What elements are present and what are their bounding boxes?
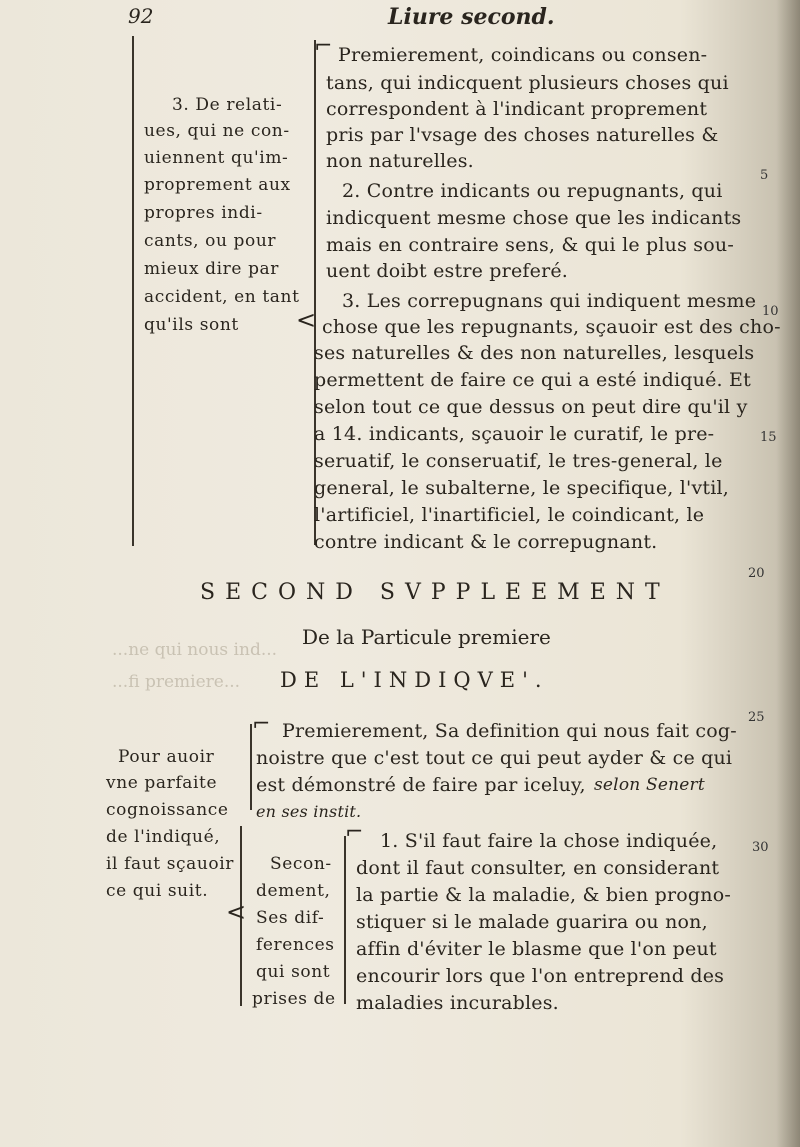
margin-line-number: 30 xyxy=(752,840,769,855)
left-vertical-rule xyxy=(132,36,134,546)
brace-point-icon: < xyxy=(226,898,247,926)
text-line: ues, qui ne con- xyxy=(144,121,290,141)
margin-line-number: 5 xyxy=(760,168,769,183)
text-line: propres indi- xyxy=(144,203,263,223)
margin-line-number: 20 xyxy=(748,566,765,581)
text-line: uiennent qu'im- xyxy=(144,148,289,168)
brace-top-icon: ⌐ xyxy=(345,820,364,845)
text-line: ferences xyxy=(256,935,335,955)
text-line: a 14. indicants, sçauoir le curatif, le pre- xyxy=(314,423,715,445)
running-title: Liure second. xyxy=(388,4,555,30)
margin-line-number: 15 xyxy=(760,430,777,445)
text-line: l'artificiel, l'inartificiel, le coindicant, le xyxy=(314,504,705,526)
text-line: uent doibt estre preferé. xyxy=(326,260,569,282)
text-line: Pour auoir xyxy=(118,747,215,767)
citation: selon Senert xyxy=(594,775,705,795)
brace-point-icon: < xyxy=(296,306,317,334)
text-line: selon tout ce que dessus on peut dire qu'il y xyxy=(314,396,748,418)
text-line: ses naturelles & des non naturelles, lesquels xyxy=(314,342,755,364)
text-line: pris par l'vsage des choses naturelles & xyxy=(326,124,719,146)
margin-line-number: 25 xyxy=(748,710,765,725)
text-line: vne parfaite xyxy=(106,773,218,793)
text-line: qu'ils sont xyxy=(144,315,239,335)
brace-rule xyxy=(344,836,346,1004)
section-subtitle: De la Particule premiere xyxy=(302,625,551,649)
text-line: est démonstré de faire par iceluy, xyxy=(256,774,586,796)
text-line: dont il faut consulter, en considerant xyxy=(356,857,720,879)
text-line: encourir lors que l'on entreprend des xyxy=(356,965,725,987)
text-line: noistre que c'est tout ce qui peut ayder & ce qui xyxy=(256,747,733,769)
text-line: seruatif, le conseruatif, le tres-general, le xyxy=(314,450,723,472)
text-line: qui sont xyxy=(256,962,331,982)
text-line: dement, xyxy=(256,881,331,901)
margin-line-number: 10 xyxy=(762,304,779,319)
section-subtitle-2: DE L'INDIQVE'. xyxy=(280,668,549,692)
text-line: accident, en tant xyxy=(144,287,300,307)
text-line: non naturelles. xyxy=(326,150,474,172)
text-line: Ses dif- xyxy=(256,908,325,928)
text-line: 1. S'il faut faire la chose indiquée, xyxy=(380,830,718,852)
text-line: cognoissance xyxy=(106,800,229,820)
text-line: general, le subalterne, le specifique, l'vtil, xyxy=(314,477,730,499)
text-line: chose que les repugnants, sçauoir est des cho- xyxy=(322,316,781,338)
text-line: proprement aux xyxy=(144,175,291,195)
text-line: il faut sçauoir xyxy=(106,854,235,874)
text-line: prises de xyxy=(252,989,336,1009)
section-title: SECOND SVPPLEEMENT xyxy=(200,580,670,605)
text-line: 3. Les correpugnans qui indiquent mesme xyxy=(342,290,757,312)
brace-top-icon: ⌐ xyxy=(252,712,271,737)
text-line: Secon- xyxy=(270,854,332,874)
text-line: cants, ou pour xyxy=(144,231,277,251)
text-line: affin d'éviter le blasme que l'on peut xyxy=(356,938,717,960)
text-line: indicquent mesme chose que les indicants xyxy=(326,207,742,229)
text-line: de l'indiqué, xyxy=(106,827,221,847)
text-line: Premierement, Sa definition qui nous fait cog- xyxy=(282,720,737,742)
citation: en ses instit. xyxy=(256,802,362,821)
text-line: permettent de faire ce qui a esté indiqué. Et xyxy=(314,369,751,391)
text-line: 3. De relati- xyxy=(172,95,283,115)
page-folio: 92 xyxy=(128,4,154,28)
text-line: ce qui suit. xyxy=(106,881,209,901)
show-through-text: ...fi premiere... xyxy=(112,672,241,692)
text-line: mieux dire par xyxy=(144,259,280,279)
text-line: correspondent à l'indicant proprement xyxy=(326,98,708,120)
brace-top-icon: ⌐ xyxy=(314,34,333,59)
text-line: tans, qui indicquent plusieurs choses qui xyxy=(326,72,729,94)
text-line: stiquer si le malade guarira ou non, xyxy=(356,911,708,933)
text-line: maladies incurables. xyxy=(356,992,559,1014)
text-line: 2. Contre indicants ou repugnants, qui xyxy=(342,180,723,202)
text-line: contre indicant & le correpugnant. xyxy=(314,531,658,553)
text-line: la partie & la maladie, & bien progno- xyxy=(356,884,731,906)
show-through-text: ...ne qui nous ind... xyxy=(112,640,278,660)
text-line: Premierement, coindicans ou consen- xyxy=(338,44,708,66)
text-line: mais en contraire sens, & qui le plus sou- xyxy=(326,234,734,256)
